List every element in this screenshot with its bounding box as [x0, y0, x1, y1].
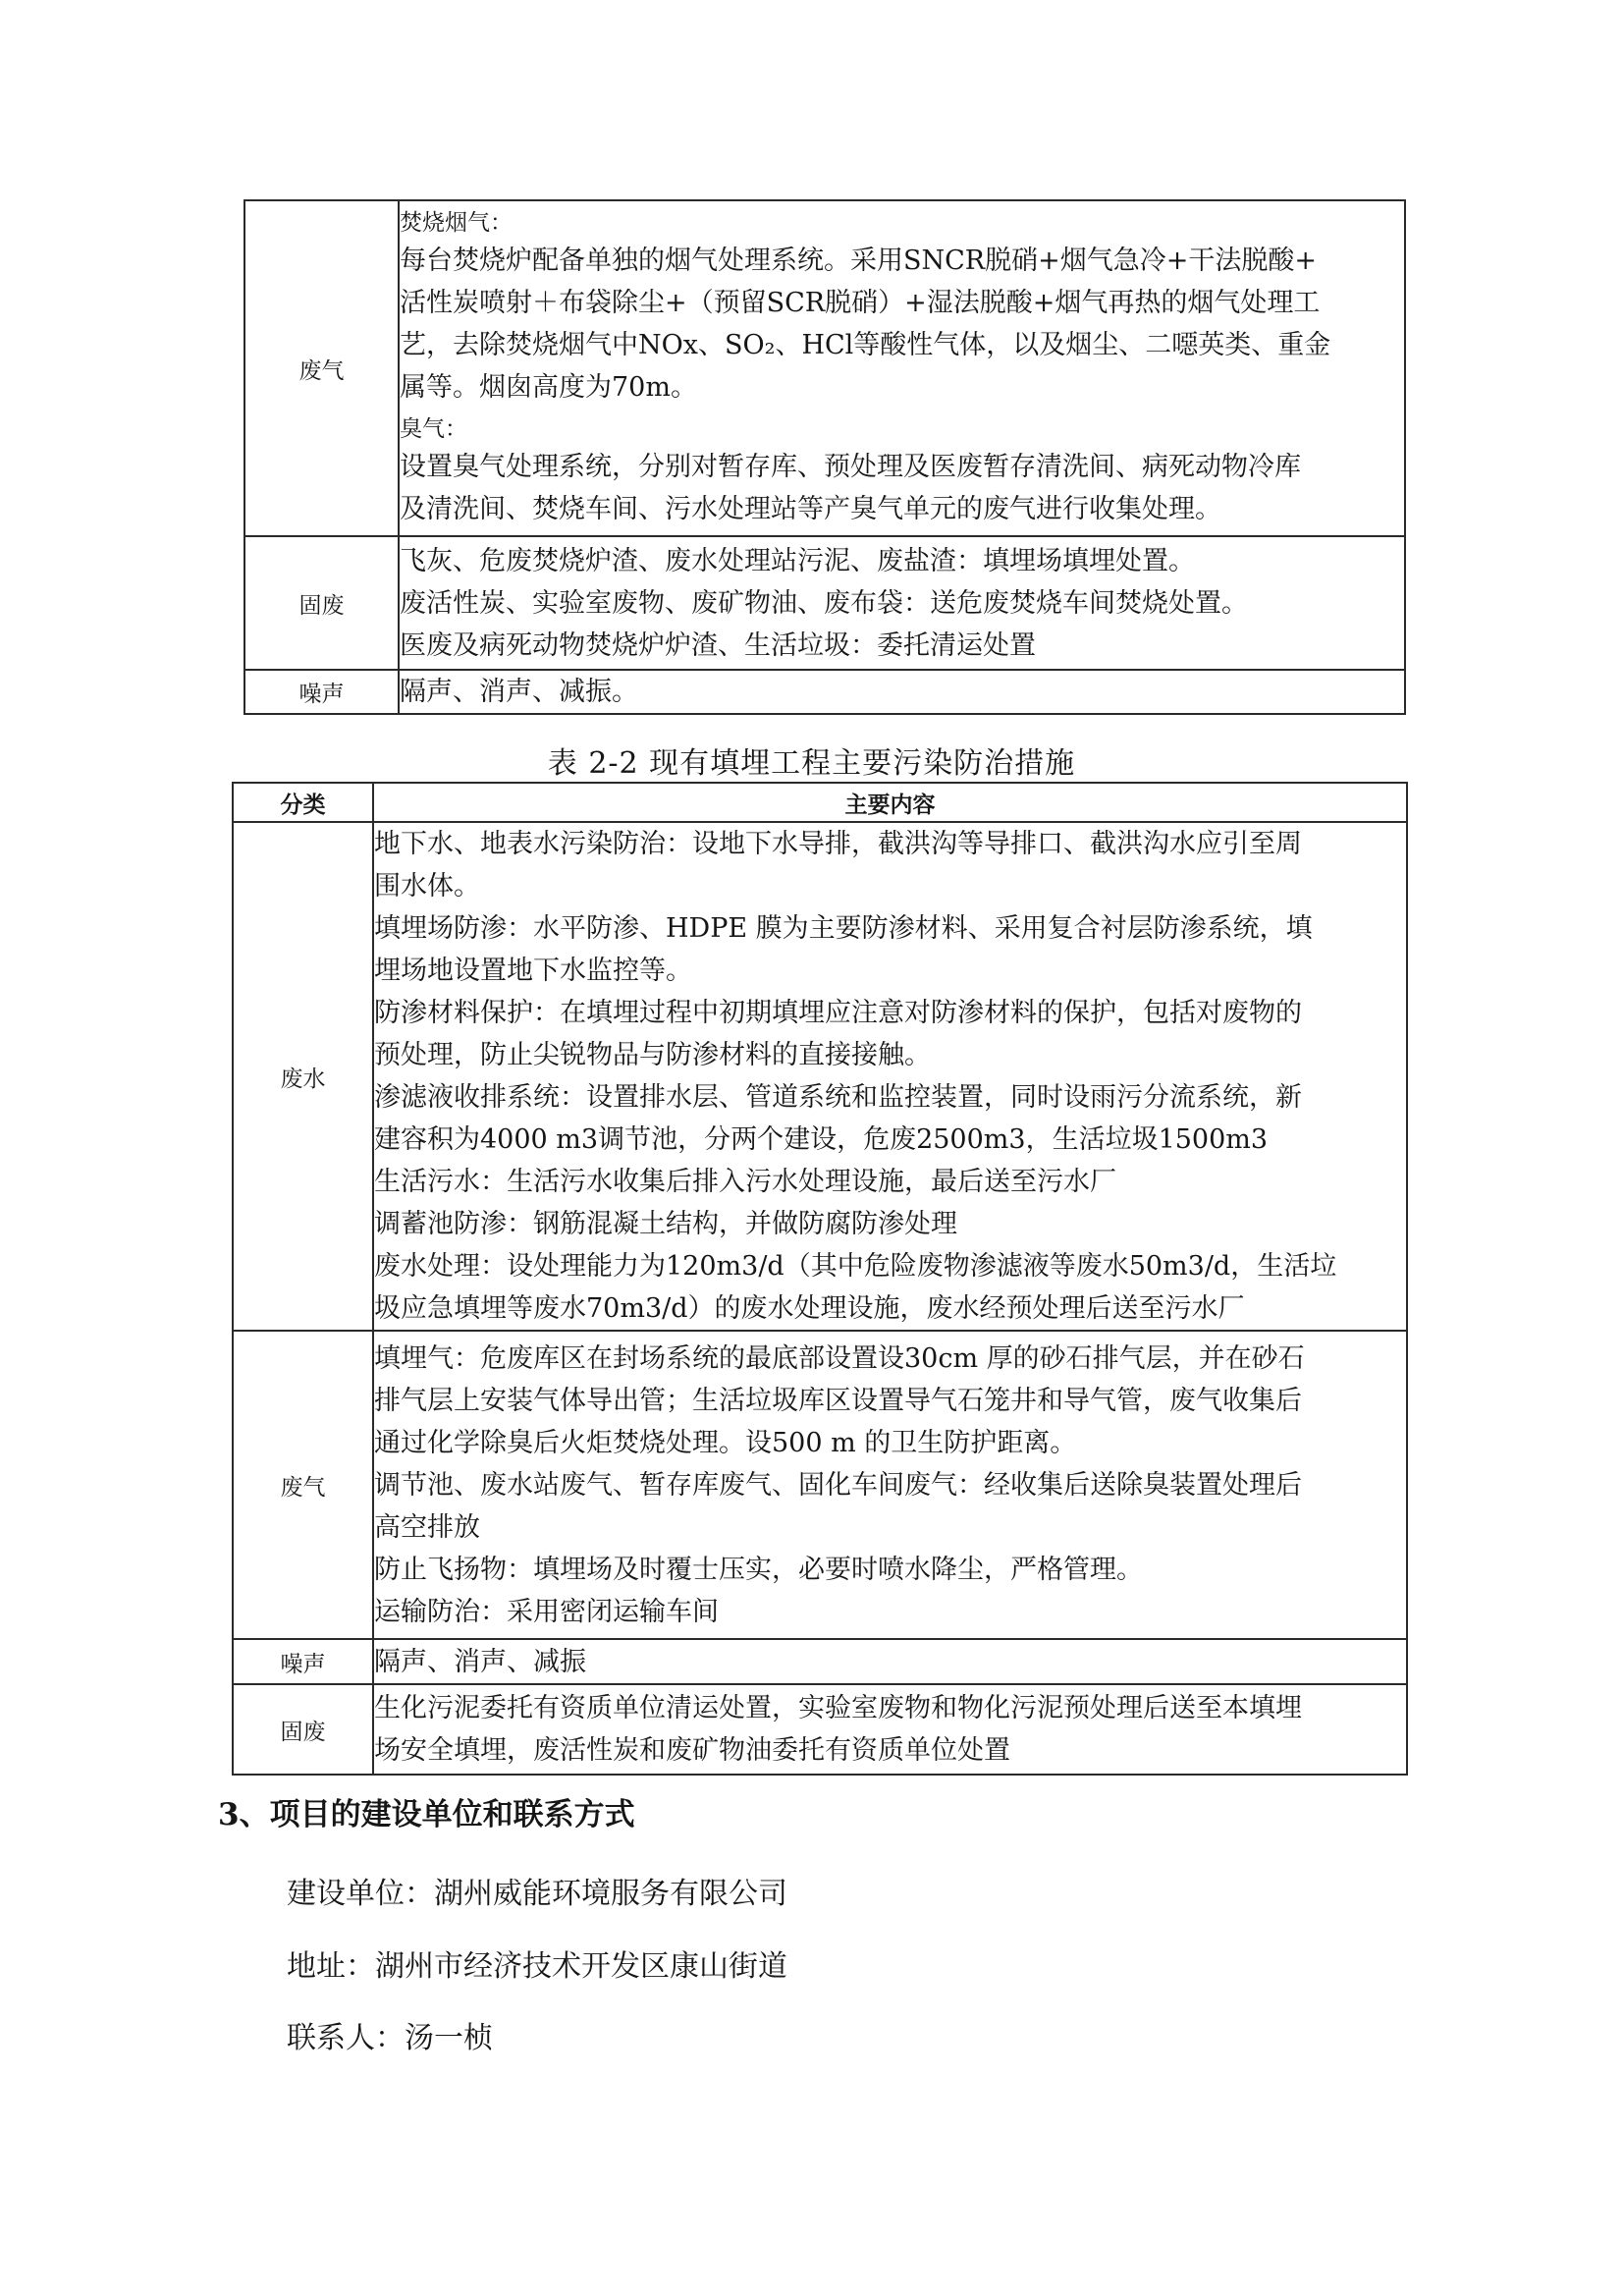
text-line: 填埋气：危废库区在封场系统的最底部设置设30cm 厚的砂石排气层，并在砂石: [374, 1342, 1305, 1374]
text-line: 场安全填埋，废活性炭和废矿物油委托有资质单位处置: [374, 1735, 1010, 1766]
text-line: 围水体。: [374, 871, 480, 902]
category-cell: 固废: [244, 536, 399, 670]
table-incineration-measures: [243, 199, 1406, 715]
text-line: 地下水、地表水污染防治：设地下水导排，截洪沟等导排口、截洪沟水应引至周: [374, 829, 1302, 859]
text-line: 属等。烟囱高度为70m。: [400, 372, 697, 403]
text-line: 废活性炭、实验室废物、废矿物油、废布袋：送危废焚烧车间焚烧处置。: [400, 587, 1248, 619]
text-line: 渗滤液收排系统：设置排水层、管道系统和监控装置，同时设雨污分流系统，新: [374, 1082, 1302, 1113]
text-line: 填埋场防渗：水平防渗、HDPE 膜为主要防渗材料、采用复合衬层防渗系统，填: [374, 913, 1313, 944]
text-line: 埋场地设置地下水监控等。: [374, 956, 692, 986]
text-line: 生活污水：生活污水收集后排入污水处理设施，最后送至污水厂: [374, 1167, 1116, 1197]
text-line: 调蓄池防渗：钢筋混凝土结构，并做防腐防渗处理: [374, 1209, 957, 1239]
header-content: 主要内容: [373, 783, 1407, 822]
table-row: [244, 536, 1405, 670]
text-line: 预处理，防止尖锐物品与防渗材料的直接接触。: [374, 1040, 931, 1070]
table-landfill-measures: [232, 782, 1408, 1776]
text-line: 设置臭气处理系统，分别对暂存库、预处理及医废暂存清洗间、病死动物冷库: [400, 452, 1301, 482]
table-caption: 表 2-2 现有填埋工程主要污染防治措施: [547, 746, 1076, 781]
text-line: 高空排放: [374, 1511, 480, 1543]
text-line: 调节池、废水站废气、暂存库废气、固化车间废气：经收集后送除臭装置处理后: [374, 1469, 1302, 1501]
text-line: 隔声、消声、减振。: [400, 677, 638, 707]
section-title: 3、项目的建设单位和联系方式: [218, 1797, 635, 1832]
table-row: [233, 822, 1407, 1331]
content-cell: [399, 200, 1405, 536]
category-cell: 废气: [244, 200, 399, 536]
text-line: 飞灰、危废焚烧炉渣、废水处理站污泥、废盐渣：填埋场填埋处置。: [400, 545, 1195, 576]
text-line: 隔声、消声、减振: [374, 1646, 586, 1677]
table-row: [233, 1331, 1407, 1639]
table-row: [244, 670, 1405, 714]
text-line: 圾应急填埋等废水70m3/d）的废水处理设施，废水经预处理后送至污水厂: [374, 1293, 1245, 1324]
text-line: 防渗材料保护：在填埋过程中初期填埋应注意对防渗材料的保护，包括对废物的: [374, 998, 1302, 1028]
content-cell: [373, 822, 1407, 1331]
content-cell: [373, 1331, 1407, 1639]
block-subtitle: 臭气：: [400, 416, 467, 442]
block-subtitle: 焚烧烟气：: [400, 210, 513, 236]
category-cell: 固废: [233, 1684, 373, 1775]
construction-unit: 建设单位：湖州威能环境服务有限公司: [287, 1877, 787, 1911]
text-line: 防止飞扬物：填埋场及时覆士压实，必要时喷水降尘，严格管理。: [374, 1554, 1143, 1585]
text-line: 废水处理：设处理能力为120m3/d（其中危险废物渗滤液等废水50m3/d，生活垃: [374, 1251, 1337, 1282]
text-line: 排气层上安装气体导出管；生活垃圾库区设置导气石笼井和导气管，废气收集后: [374, 1385, 1302, 1416]
text-line: 及清洗间、焚烧车间、污水处理站等产臭气单元的废气进行收集处理。: [400, 494, 1221, 524]
text-line: 通过化学除臭后火炬焚烧处理。设500 m 的卫生防护距离。: [374, 1427, 1077, 1458]
contact-person: 联系人：汤一桢: [287, 2021, 493, 2055]
text-line: 建容积为4000 m3调节池，分两个建设，危废2500m3，生活垃圾1500m3: [374, 1124, 1269, 1155]
category-cell: 噪声: [233, 1639, 373, 1684]
text-line: 生化污泥委托有资质单位清运处置，实验室废物和物化污泥预处理后送至本填埋: [374, 1693, 1302, 1723]
category-cell: 废气: [233, 1331, 373, 1639]
text-line: 每台焚烧炉配备单独的烟气处理系统。采用SNCR脱硝+烟气急冷+干法脱酸+: [400, 246, 1317, 276]
header-category: 分类: [233, 783, 373, 822]
content-cell: [373, 1684, 1407, 1775]
text-line: 运输防治：采用密闭运输车间: [374, 1596, 719, 1627]
content-cell: [373, 1639, 1407, 1684]
text-line: 活性炭喷射＋布袋除尘+（预留SCR脱硝）+湿法脱酸+烟气再热的烟气处理工: [400, 288, 1321, 318]
content-cell: [399, 536, 1405, 670]
table-row: [233, 1639, 1407, 1684]
category-cell: 噪声: [244, 670, 399, 714]
table-row: [244, 200, 1405, 536]
text-line: 艺，去除焚烧烟气中NOx、SO₂、HCl等酸性气体，以及烟尘、二噁英类、重金: [400, 330, 1331, 360]
content-cell: [399, 670, 1405, 714]
address: 地址：湖州市经济技术开发区康山街道: [287, 1949, 787, 1984]
table-row: [233, 1684, 1407, 1775]
table-header-row: [233, 783, 1407, 822]
text-line: 医废及病死动物焚烧炉炉渣、生活垃圾：委托清运处置: [400, 629, 1036, 661]
category-cell: 废水: [233, 822, 373, 1331]
